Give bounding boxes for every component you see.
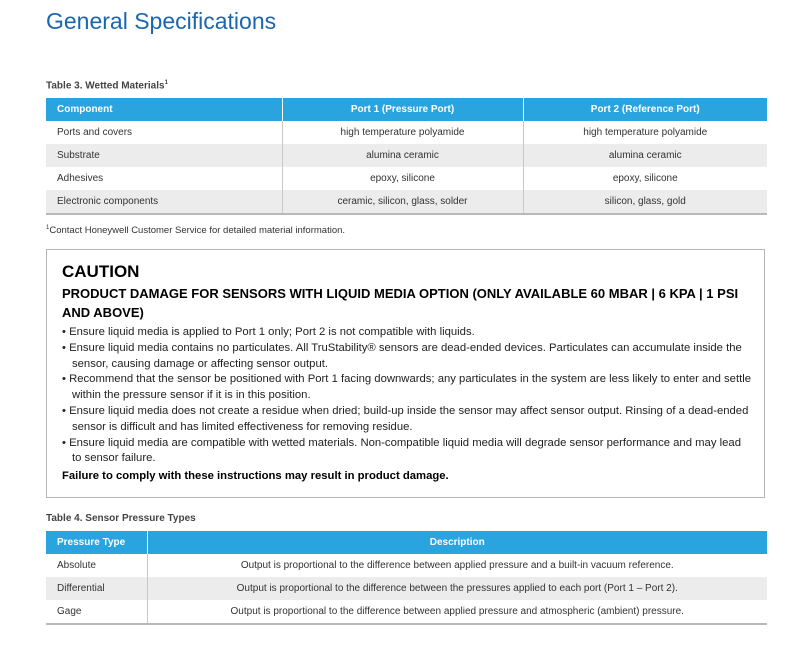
caution-bullet: • Ensure liquid media are compatible with wetted materials. Non-compatible liquid media will degrade sensor performance and may lead to sensor failure. xyxy=(62,436,741,465)
table-row xyxy=(46,167,767,190)
table-row xyxy=(46,190,767,214)
caution-title: CAUTION xyxy=(62,262,140,281)
table-row xyxy=(46,121,767,144)
table-cell: Output is proportional to the difference between applied pressure and a built-in vacuum reference. xyxy=(147,554,767,577)
table-cell: alumina ceramic xyxy=(282,144,523,167)
table-row xyxy=(46,554,767,577)
wetted-materials-table xyxy=(46,98,767,215)
pressure-types-table xyxy=(46,531,767,625)
table-cell: high temperature polyamide xyxy=(282,121,523,144)
table-cell: Adhesives xyxy=(57,173,104,184)
header-description: Description xyxy=(147,531,767,554)
footnote-text: Contact Honeywell Customer Service for detailed material information. xyxy=(49,225,346,237)
table-cell: Differential xyxy=(46,577,147,600)
table-cell: Ports and covers xyxy=(57,127,133,138)
table4-caption: Table 4. Sensor Pressure Types xyxy=(46,513,196,524)
caution-final-warning: Failure to comply with these instructions may result in product damage. xyxy=(62,470,449,482)
table-cell: silicon, glass, gold xyxy=(523,190,767,214)
header-port1: Port 1 (Pressure Port) xyxy=(282,98,523,121)
table-cell: Output is proportional to the difference between applied pressure and atmospheric (ambient) pressure. xyxy=(147,600,767,624)
table-cell: Gage xyxy=(46,600,147,624)
table-cell: Absolute xyxy=(57,560,96,571)
table-row xyxy=(46,600,767,624)
table-cell: Electronic components xyxy=(46,190,282,214)
header-port2: Port 2 (Reference Port) xyxy=(523,98,767,121)
table-header-row xyxy=(46,531,767,554)
table-cell: epoxy, silicone xyxy=(523,167,767,190)
header-component: Component xyxy=(46,98,282,121)
caution-bullet: • Ensure liquid media contains no particulates. All TruStability® sensors are dead-ended devices. Particulates can accumulate inside the sensor, causing damage or affecting sensor output. xyxy=(62,341,742,370)
table-row xyxy=(46,577,767,600)
table-header-row xyxy=(46,98,767,121)
table-row xyxy=(46,144,767,167)
caution-bullet: • Recommend that the sensor be positioned with Port 1 facing downwards; any particulates in the system are less likely to enter and settle within the pressure sensor if it is in this position. xyxy=(62,373,752,402)
header-pressure-type: Pressure Type xyxy=(46,531,147,554)
table-cell: ceramic, silicon, glass, solder xyxy=(282,190,523,214)
table3-caption-sup: 1 xyxy=(164,80,168,86)
footnote-sup: 1 xyxy=(46,225,50,231)
table-cell: Output is proportional to the difference between the pressures applied to each port (Port 1 – Port 2). xyxy=(147,577,767,600)
table3-footnote xyxy=(46,225,345,236)
caution-bullet: • Ensure liquid media is applied to Port 1 only; Port 2 is not compatible with liquids. xyxy=(62,326,475,338)
caution-bullet: • Ensure liquid media does not create a residue when dried; build-up inside the sensor may affect sensor output. Rinsing of a dead-ended sensor is difficult and has limited effectiveness for removing residue. xyxy=(62,404,749,433)
table-cell: Substrate xyxy=(46,144,282,167)
caution-subtitle: PRODUCT DAMAGE FOR SENSORS WITH LIQUID MEDIA OPTION (ONLY AVAILABLE 60 MBAR | 6 KPA | 1 PSI AND ABOVE) xyxy=(62,286,739,320)
table-cell: epoxy, silicone xyxy=(282,167,523,190)
page-title: General Specifications xyxy=(46,8,277,34)
table3-caption xyxy=(46,80,168,91)
caution-list xyxy=(62,325,752,467)
table3-caption-text: Table 3. Wetted Materials xyxy=(46,80,165,92)
caution-box xyxy=(46,249,765,498)
table-cell: alumina ceramic xyxy=(523,144,767,167)
table-cell: high temperature polyamide xyxy=(523,121,767,144)
